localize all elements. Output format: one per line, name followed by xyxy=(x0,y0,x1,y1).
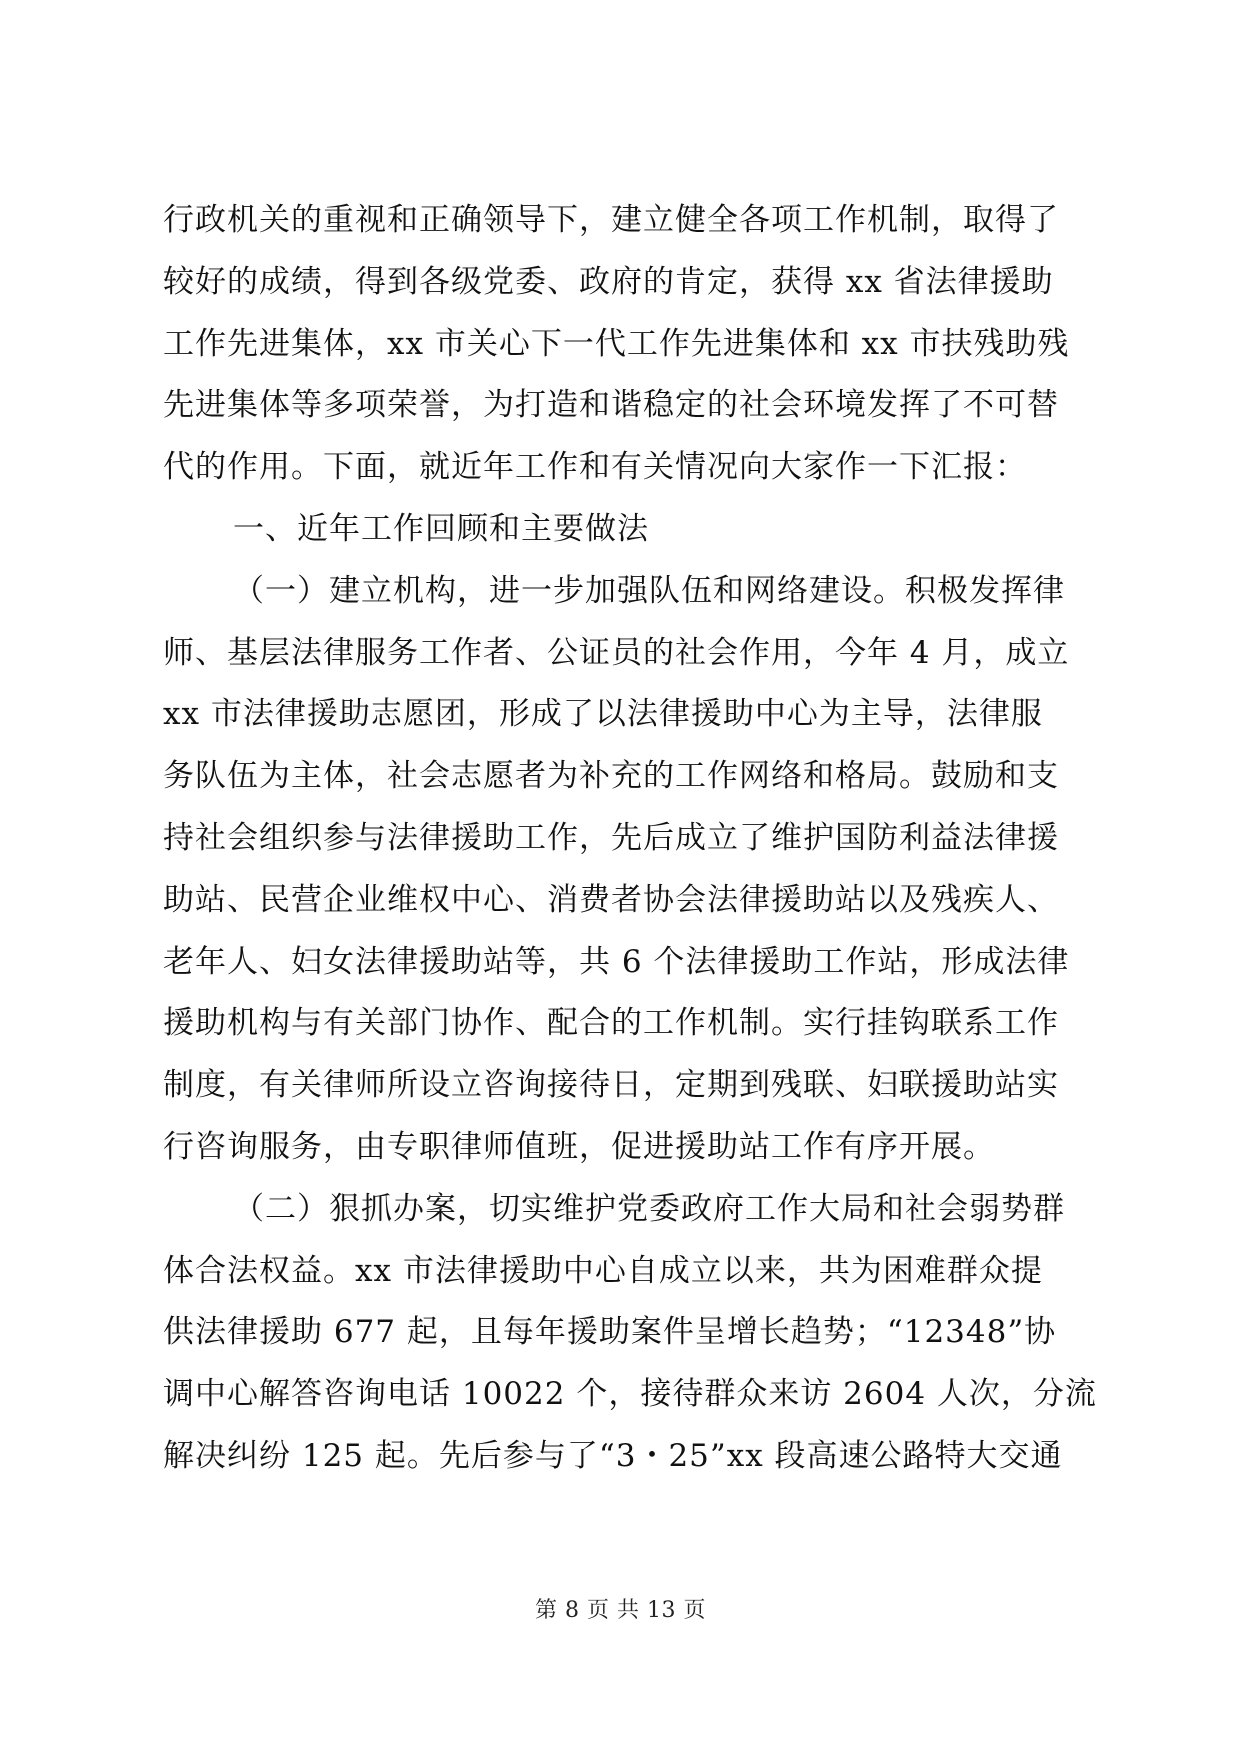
page-number-footer: 第 8 页 共 13 页 xyxy=(535,1598,706,1623)
text-line: 调中心解答咨询电话 10022 个，接待群众来访 2604 人次，分流 xyxy=(163,1376,1097,1413)
text-line: 行咨询服务，由专职律师值班，促进援助站工作有序开展。 xyxy=(163,1128,995,1165)
text-line: （一）建立机构，进一步加强队伍和网络建设。积极发挥律 xyxy=(233,572,1065,609)
text-line: xx 市法律援助志愿团，形成了以法律援助中心为主导，法律服 xyxy=(163,696,1043,733)
text-line: 师、基层法律服务工作者、公证员的社会作用，今年 4 月，成立 xyxy=(163,634,1070,671)
section-heading: 一、近年工作回顾和主要做法 xyxy=(233,510,649,547)
text-line: 体合法权益。xx 市法律援助中心自成立以来，共为困难群众提 xyxy=(163,1252,1043,1289)
text-line: 供法律援助 677 起，且每年援助案件呈增长趋势；“12348”协 xyxy=(163,1314,1057,1351)
document-body xyxy=(163,190,1097,1488)
text-line: 制度，有关律师所设立咨询接待日，定期到残联、妇联援助站实 xyxy=(163,1067,1059,1104)
text-line: 老年人、妇女法律援助站等，共 6 个法律援助工作站，形成法律 xyxy=(163,943,1070,980)
text-line: 援助机构与有关部门协作、配合的工作机制。实行挂钩联系工作 xyxy=(163,1005,1059,1042)
text-line: 持社会组织参与法律援助工作，先后成立了维护国防利益法律援 xyxy=(163,819,1059,856)
text-line: 助站、民营企业维权中心、消费者协会法律援助站以及残疾人、 xyxy=(163,881,1059,918)
text-line: 务队伍为主体，社会志愿者为补充的工作网络和格局。鼓励和支 xyxy=(163,758,1059,795)
text-line: 先进集体等多项荣誉，为打造和谐稳定的社会环境发挥了不可替 xyxy=(163,387,1059,424)
text-line: 行政机关的重视和正确领导下，建立健全各项工作机制，取得了 xyxy=(163,202,1059,238)
text-line: 解决纠纷 125 起。先后参与了“3・25”xx 段高速公路特大交通 xyxy=(163,1437,1063,1474)
text-line: （二）狠抓办案，切实维护党委政府工作大局和社会弱势群 xyxy=(233,1190,1065,1227)
text-line: 工作先进集体，xx 市关心下一代工作先进集体和 xx 市扶残助残 xyxy=(163,325,1070,362)
text-line: 较好的成绩，得到各级党委、政府的肯定，获得 xx 省法律援助 xyxy=(163,263,1054,300)
text-line: 代的作用。下面，就近年工作和有关情况向大家作一下汇报： xyxy=(163,449,1027,486)
